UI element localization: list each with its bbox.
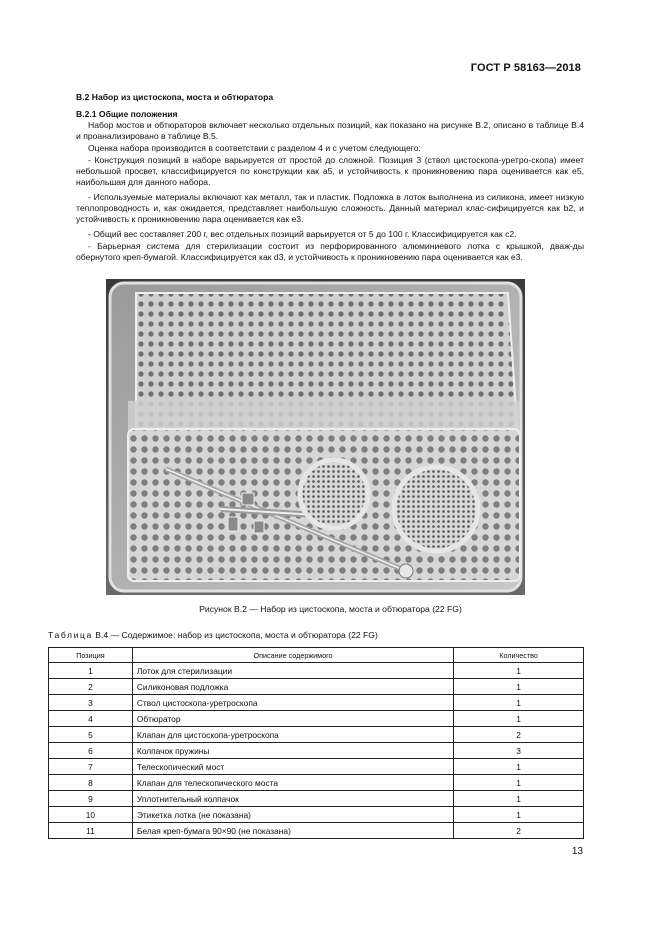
table-row <box>49 775 584 791</box>
position-cell: 9 <box>49 791 133 807</box>
quantity-cell: 2 <box>454 727 584 743</box>
table-row <box>49 711 584 727</box>
position-cell: 1 <box>49 663 133 679</box>
table-header-row <box>49 648 584 663</box>
contents-table <box>48 647 584 839</box>
table-row <box>49 807 584 823</box>
description-cell: Обтюратор <box>132 711 453 727</box>
description-cell: Телескопический мост <box>132 759 453 775</box>
table-caption-text: В.4 — Содержимое: набор из цистоскопа, моста и обтюратора (22 FG) <box>92 630 378 640</box>
paragraph-assessment: Оценка набора производится в соответствии с разделом 4 и с учетом следующего: <box>88 143 421 153</box>
table-row <box>49 759 584 775</box>
quantity-cell: 1 <box>454 807 584 823</box>
position-cell: 6 <box>49 743 133 759</box>
table-caption <box>48 630 378 640</box>
description-cell: Клапан для телескопического моста <box>132 775 453 791</box>
description-cell: Силиконовая подложка <box>132 679 453 695</box>
subsection-heading: В.2.1 Общие положения <box>76 109 178 119</box>
header-position: Позиция <box>49 648 133 663</box>
description-cell: Уплотнительный колпачок <box>132 791 453 807</box>
position-cell: 2 <box>49 679 133 695</box>
position-cell: 7 <box>49 759 133 775</box>
figure-caption: Рисунок В.2 — Набор из цистоскопа, моста и обтюратора (22 FG) <box>199 604 462 614</box>
position-cell: 11 <box>49 823 133 839</box>
table-row <box>49 791 584 807</box>
quantity-cell: 1 <box>454 663 584 679</box>
paragraph-design: - Конструкция позиций в наборе варьируется от простой до сложной. Позиция 3 (ствол цистоскопа-уретро-скопа) имеет небольшой просвет, классифицируется по конструкции как а5, и устойчивость к проникновению пара оценивается как е5, наибольшая для данного набора. <box>76 155 584 188</box>
paragraph-barrier: - Барьерная система для стерилизации состоит из перфорированного алюминиевого лотка с крышкой, дваж-ды обернутого креп-бумагой. Классифицируется как d3, и устойчивость к проникновению пара оценивается как е3. <box>76 241 584 263</box>
description-cell: Этикетка лотка (не показана) <box>132 807 453 823</box>
quantity-cell: 1 <box>454 775 584 791</box>
table-row <box>49 695 584 711</box>
table-row <box>49 743 584 759</box>
page-number: 13 <box>571 846 583 857</box>
description-cell: Колпачок пружины <box>132 743 453 759</box>
table-caption-prefix: Таблица <box>48 630 93 640</box>
table-row <box>49 679 584 695</box>
paragraph-weight: - Общий вес составляет 200 г, вес отдельных позиций варьируется от 5 до 100 г. Классифицируется как с2. <box>88 229 517 239</box>
position-cell: 5 <box>49 727 133 743</box>
quantity-cell: 1 <box>454 759 584 775</box>
position-cell: 10 <box>49 807 133 823</box>
quantity-cell: 3 <box>454 743 584 759</box>
description-cell: Клапан для цистоскопа-уретроскопа <box>132 727 453 743</box>
position-cell: 4 <box>49 711 133 727</box>
description-cell: Ствол цистоскопа-уретроскопа <box>132 695 453 711</box>
quantity-cell: 1 <box>454 711 584 727</box>
table-row <box>49 727 584 743</box>
description-cell: Лоток для стерилизации <box>132 663 453 679</box>
quantity-cell: 1 <box>454 679 584 695</box>
quantity-cell: 1 <box>454 695 584 711</box>
standard-number: ГОСТ Р 58163—2018 <box>470 62 581 74</box>
quantity-cell: 1 <box>454 791 584 807</box>
position-cell: 3 <box>49 695 133 711</box>
header-quantity: Количество <box>454 648 584 663</box>
section-heading: В.2 Набор из цистоскопа, моста и обтюратора <box>76 92 274 102</box>
table-row <box>49 823 584 839</box>
header-description: Описание содержимого <box>132 648 453 663</box>
paragraph-materials: - Используемые материалы включают как металл, так и пластик. Подложка в лоток выполнена из силикона, имеет низкую теплопроводность и, как ожидается, представляет наибольшую сложность. Данный материал клас-сифицируется как b2, и устойчивость к проникновению пара оценивается как е3. <box>76 192 584 225</box>
paragraph-intro: Набор мостов и обтюраторов включает несколько отдельных позиций, как показано на рисунке В.2, описано в таблице В.4 и проанализировано в таблице В.5. <box>76 120 584 142</box>
table-row <box>49 663 584 679</box>
description-cell: Белая креп-бумага 90×90 (не показана) <box>132 823 453 839</box>
position-cell: 8 <box>49 775 133 791</box>
cystoscope-set-photo <box>106 279 525 595</box>
quantity-cell: 2 <box>454 823 584 839</box>
